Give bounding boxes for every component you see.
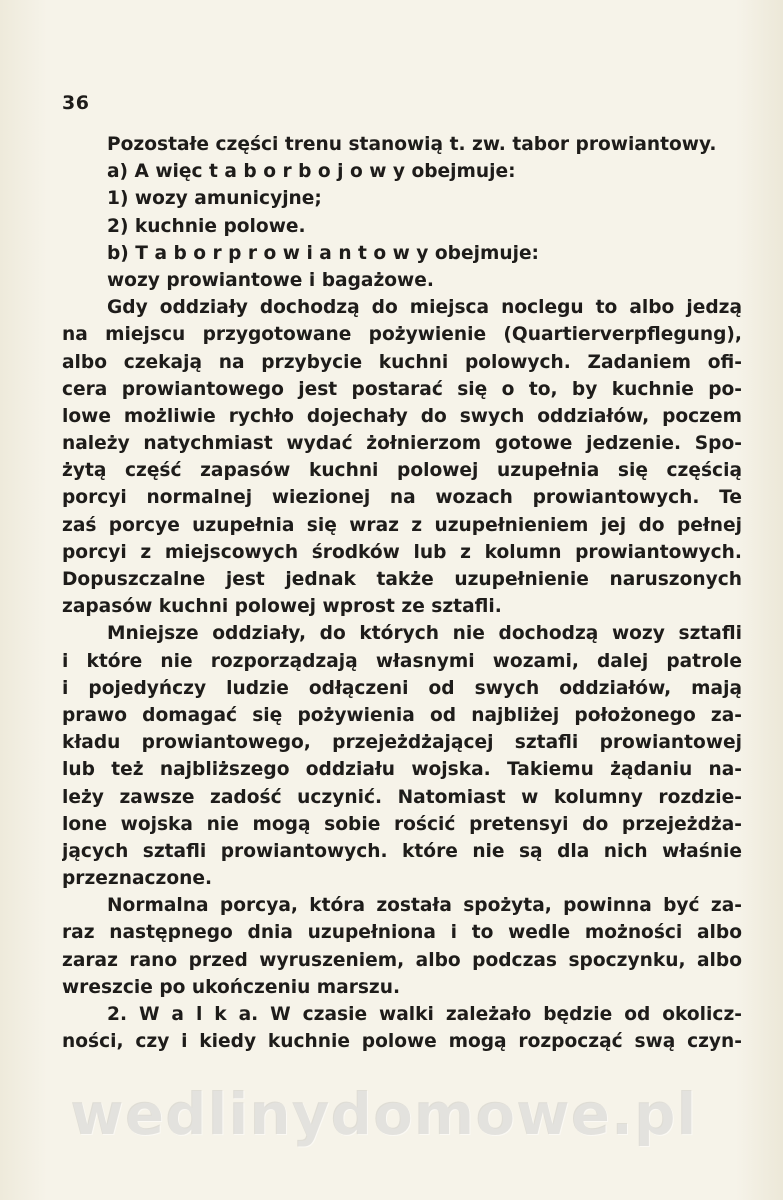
text-line: przeznaczone. [62,868,213,890]
text-line: na miejscu przygotowane pożywienie (Quartierverpflegung), [62,324,742,346]
text-line: zapasów kuchni polowej wprost ze sztafli. [62,596,502,618]
text-line: albo czekają na przybycie kuchni polowych. Zadaniem ofi- [62,351,742,373]
text-line: należy natychmiast wydać żołnierzom gotowe jedzenie. Spo- [62,433,742,455]
text-line: a) A więc t a b o r b o j o w y obejmuje: [107,161,516,183]
text-line: Gdy oddziały dochodzą do miejsca noclegu to albo jedzą [107,297,742,319]
text-line: lowe możliwie rychło dojechały do swych oddziałów, poczem [62,405,742,427]
text-line: porcyi z miejscowych środków lub z kolumn prowiantowych. [62,541,742,563]
text-line: Dopuszczalne jest jednak także uzupełnienie naruszonych [62,569,742,590]
text-line: jących sztafli prowiantowych. które nie są dla nich właśnie [62,840,742,862]
body-text [62,131,742,1055]
text-line: 1) wozy amunicyjne; [107,188,322,210]
text-line: 2. W a l k a. W czasie walki zależało będzie od okolicz- [107,1004,742,1025]
text-line: wreszcie po ukończeniu marszu. [62,976,401,998]
text-line: zaraz rano przed wyruszeniem, albo podczas spoczynku, albo [62,949,742,971]
text-line: Mniejsze oddziały, do których nie dochodzą wozy sztafli [107,623,742,645]
text-line: ności, czy i kiedy kuchnie polowe mogą rozpocząć swą czyn- [62,1031,742,1053]
text-line: zaś porcye uzupełnia się wraz z uzupełnieniem jej do pełnej [62,514,742,536]
text-line: leży zawsze zadość uczynić. Natomiast w kolumny rozdzie- [62,786,742,808]
page-number: 36 [62,92,90,114]
text-line: kładu prowiantowego, przejeżdżającej sztafli prowiantowej [62,732,742,754]
text-line: cera prowiantowego jest postarać się o to, by kuchnie po- [62,378,742,400]
text-line: prawo domagać się pożywienia od najbliżej położonego za- [62,704,742,726]
text-line: b) T a b o r p r o w i a n t o w y obejmuje: [107,242,539,264]
text-line: raz następnego dnia uzupełniona i to wedle możności albo [62,922,742,944]
text-line: Pozostałe części trenu stanowią t. zw. tabor prowiantowy. [107,134,717,155]
text-line: Normalna porcya, która została spożyta, powinna być za- [107,895,742,917]
text-line: żytą część zapasów kuchni polowej uzupełnia się częścią [62,460,742,482]
text-line: 2) kuchnie polowe. [107,215,306,237]
text-line: lone wojska nie mogą sobie rościć pretensyi do przejeżdża- [62,813,742,835]
text-line: wozy prowiantowe i bagażowe. [107,269,434,291]
text-line: i które nie rozporządzają własnymi wozami, dalej patrole [62,650,742,672]
text-line: porcyi normalnej wiezionej na wozach prowiantowych. Te [62,487,742,509]
text-line: lub też najbliższego oddziału wojska. Takiemu żądaniu na- [62,759,742,781]
watermark: wedlinydomowe.pl [70,1080,698,1148]
text-line: i pojedyńczy ludzie odłączeni od swych oddziałów, mają [62,677,742,699]
